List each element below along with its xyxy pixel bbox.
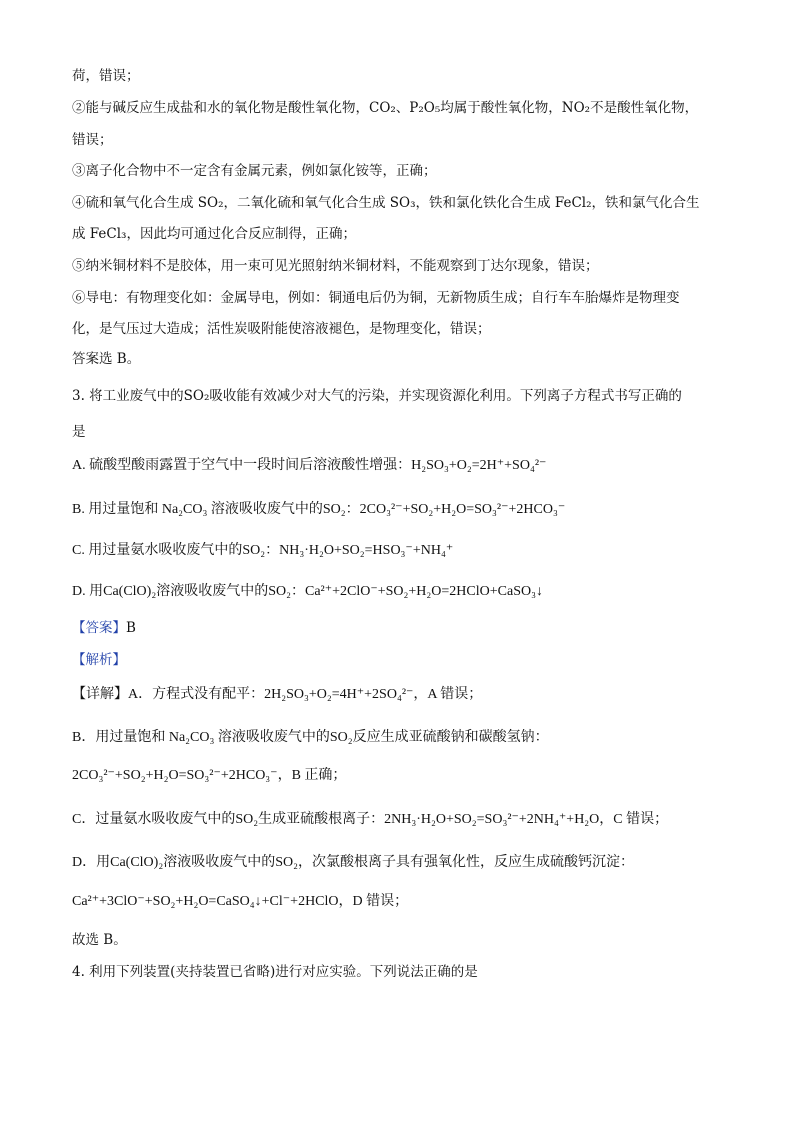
detail-d-eq: Ca²⁺+3ClO⁻+SO₂+H₂O=CaSO₄↓+Cl⁻+2HClO，D 错误； [72,894,409,909]
option-d: D. 用Ca(ClO)₂溶液吸收废气中的SO₂：Ca²⁺+2ClO⁻+SO₂+H₂O=2HClO+CaSO₃↓ [72,584,543,599]
text-line: 错误； [72,132,113,148]
question-3-stem: 3. 将工业废气中的SO₂吸收能有效减少对大气的污染，并实现资源化利用。下列离子方程式书写正确的 [72,388,682,404]
text-line: 成 FeCl₃，因此均可通过化合反应制得，正确； [72,226,356,242]
option-b: B. 用过量饱和 Na₂CO₃ 溶液吸收废气中的SO₂：2CO₃²⁻+SO₂+H₂O=SO₃²⁻+2HCO₃⁻ [72,502,566,517]
detail-b: B．用过量饱和 Na₂CO₃ 溶液吸收废气中的SO₂反应生成亚硫酸钠和碳酸氢钠： [72,730,549,745]
answer-tag: 【答案】 [72,620,126,636]
text-line: ⑥导电：有物理变化如：金属导电，例如：铜通电后仍为铜，无新物质生成；自行车车胎爆炸是物理变 [72,290,680,306]
analysis-heading [72,650,126,670]
text-line: ③离子化合物中不一定含有金属元素，例如氯化铵等，正确； [72,163,437,179]
option-c: C. 用过量氨水吸收废气中的SO₂：NH₃·H₂O+SO₂=HSO₃⁻+NH₄⁺ [72,543,454,558]
text-line: ⑤纳米铜材料不是胶体，用一束可见光照射纳米铜材料，不能观察到丁达尔现象，错误； [72,258,599,274]
question-4-stem: 4. 利用下列装置(夹持装置已省略)进行对应实验。下列说法正确的是 [72,964,478,980]
text-line: ②能与碱反应生成盐和水的氧化物是酸性氧化物，CO₂、P₂O₅均属于酸性氧化物，NO₂不是酸性氧化物， [72,100,699,116]
text-line: 荷，错误； [72,68,140,84]
analysis-tag: 【解析】 [72,652,126,668]
text-line: ④硫和氧气化合生成 SO₂，二氧化硫和氧气化合生成 SO₃，铁和氯化铁化合生成 FeCl₂，铁和氯气化合生 [72,195,700,211]
answer-value: B [126,620,136,636]
answer-line: 答案选 B。 [72,351,141,367]
conclusion: 故选 B。 [72,932,127,948]
detail-a: 【详解】A．方程式没有配平：2H₂SO₃+O₂=4H⁺+2SO₄²⁻，A 错误； [72,687,483,702]
question-3-stem-cont: 是 [72,424,86,440]
detail-d: D．用Ca(ClO)₂溶液吸收废气中的SO₂，次氯酸根离子具有强氧化性，反应生成硫酸钙沉淀： [72,855,634,870]
detail-c: C．过量氨水吸收废气中的SO₂生成亚硫酸根离子：2NH₃·H₂O+SO₂=SO₃²⁻+2NH₄⁺+H₂O，C 错误； [72,812,669,827]
detail-b-eq: 2CO₃²⁻+SO₂+H₂O=SO₃²⁻+2HCO₃⁻，B 正确； [72,768,347,783]
answer-heading [72,618,136,638]
option-a: A. 硫酸型酸雨露置于空气中一段时间后溶液酸性增强：H₂SO₃+O₂=2H⁺+SO₄²⁻ [72,458,547,473]
text-line: 化，是气压过大造成；活性炭吸附能使溶液褪色，是物理变化，错误； [72,321,491,337]
